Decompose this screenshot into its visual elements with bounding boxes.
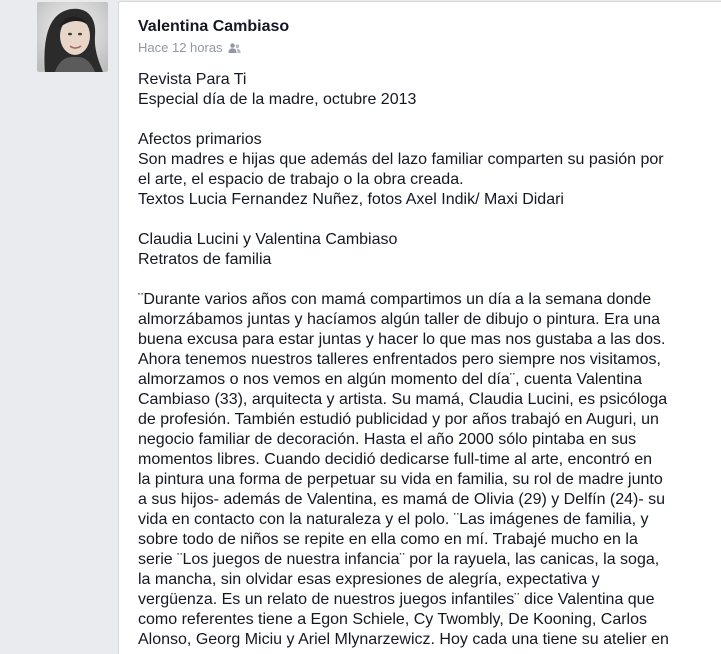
post-text-line: como referentes tiene a Egon Schiele, Cy Twombly, De Kooning, Carlos <box>138 611 647 628</box>
paragraph-gap <box>138 110 718 130</box>
post-text-line: Ahora tenemos nuestros talleres enfrentados pero siempre nos visitamos, <box>138 351 661 368</box>
post-text-line: Son madres e hijas que además del lazo familiar comparten su pasión por <box>138 151 664 168</box>
author-name[interactable]: Valentina Cambiaso <box>138 18 290 35</box>
paragraph-gap <box>138 210 718 230</box>
post-text-line: Afectos primarios <box>138 131 262 148</box>
post-text-line: ¨Durante varios años con mamá compartimos un día a la semana donde <box>138 291 652 308</box>
post-text-line: Textos Lucia Fernandez Nuñez, fotos Axel Indik/ Maxi Didari <box>138 191 564 208</box>
paragraph-gap <box>138 270 718 290</box>
post-paragraph <box>138 290 718 650</box>
avatar[interactable] <box>37 2 108 72</box>
post-text-line: negocio familiar de decoración. Hasta el año 2000 sólo pintaba en sus <box>138 431 637 448</box>
post-text-line: Alonso, Georg Miciu y Ariel Mlynarzewicz. Hoy cada una tiene su atelier en <box>138 631 669 648</box>
post-paragraph <box>138 230 718 270</box>
post-text-line: vergüenza. Es un relato de nuestros juegos infantiles¨ dice Valentina que <box>138 591 655 608</box>
post-text-line: el arte, el espacio de trabajo o la obra creada. <box>138 171 464 188</box>
post-text-line: buena excusa para estar juntas y hacer lo que mas nos gustaba a las dos. <box>138 331 666 348</box>
post-text-line: a sus hijos- además de Valentina, es mamá de Olivia (29) y Delfín (24)- su <box>138 491 666 508</box>
post-card <box>118 1 721 654</box>
post-text-line: Retratos de familia <box>138 251 272 268</box>
post-text-line: almorzábamos juntas y hacíamos algún taller de dibujo o pintura. Era una <box>138 311 661 328</box>
post-text-line: sobre todo de niños se repite en ella como en mí. Trabajé mucho en la <box>138 531 638 548</box>
post-text-line: de profesión. También estudió publicidad y por años trabajó en Auguri, un <box>138 411 659 428</box>
post-meta <box>138 40 241 55</box>
post-body <box>138 70 718 650</box>
post-text-line: la pintura una forma de perpetuar su vida en familia, su rol de madre junto <box>138 471 663 488</box>
post-text-line: Claudia Lucini y Valentina Cambiaso <box>138 231 398 248</box>
post-text-line: momentos libres. Cuando decidió dedicarse full-time al arte, encontró en <box>138 451 653 468</box>
post-text-line: serie ¨Los juegos de nuestra infancia¨ por la rayuela, las canicas, la soga, <box>138 551 660 568</box>
friends-icon[interactable] <box>228 43 241 53</box>
post-text-line: la mancha, sin olvidar esas expresiones de alegría, expectativa y <box>138 571 600 588</box>
post-text-line: Revista Para Ti <box>138 71 247 88</box>
post-paragraph <box>138 130 718 210</box>
post-text-line: almorzamos o nos vemos en algún momento del día¨, cuenta Valentina <box>138 371 642 388</box>
post-text-line: vida en contacto con la naturaleza y el polo. ¨Las imágenes de familia, y <box>138 511 649 528</box>
post-timestamp[interactable]: Hace 12 horas <box>138 40 223 55</box>
post-text-line: Cambiaso (33), arquitecta y artista. Su mamá, Claudia Lucini, es psicóloga <box>138 391 668 408</box>
avatar-photo <box>37 2 108 72</box>
post-text-line: Especial día de la madre, octubre 2013 <box>138 91 417 108</box>
post-paragraph <box>138 70 718 110</box>
